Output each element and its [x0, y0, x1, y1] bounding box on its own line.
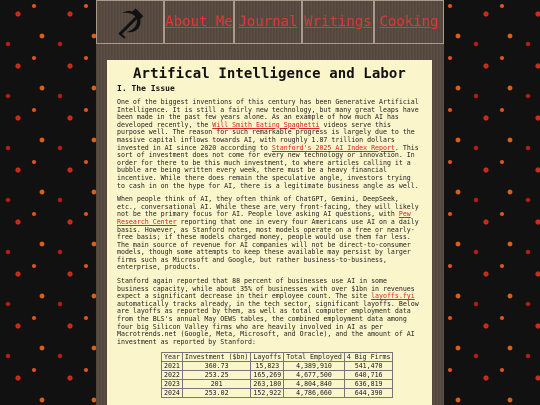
link-stanford-ai-index[interactable]: Stanford's 2025 AI Index Report [271, 143, 395, 152]
cell-total-employed: 4,677,500 [284, 371, 345, 380]
paragraph-2 [117, 196, 422, 272]
cell-investment: 253.25 [182, 371, 251, 380]
cell-total-employed: 4,786,660 [284, 389, 345, 398]
site-logo[interactable] [96, 0, 164, 44]
link-layoffs-fyi[interactable]: layoffs.fyi [371, 292, 415, 301]
cell-year: 2022 [162, 371, 183, 380]
cell-total-employed: 4,804,840 [284, 380, 345, 389]
cell-year: 2024 [162, 389, 183, 398]
header-investment: Investment ($bn) [182, 353, 251, 362]
cell-layoffs: 263,180 [251, 380, 284, 389]
nav-link-writings[interactable]: Writings [302, 0, 374, 44]
paragraph-2-text-a: When people think of AI, they often think of ChatGPT, Gemini, DeepSeek, etc., conversational AI. While these are very front-facing, they will likely not be the primary focus for AI. People love asking AI questions, with [117, 195, 419, 219]
paragraph-3-text-a: Stanford again reported that 88 percent of businesses use AI in some business capacity, while about 35% of businesses with over $1bn in revenues expect a significant decrease in their employee count. The site [117, 277, 415, 301]
table-row [162, 362, 393, 371]
cell-year: 2023 [162, 380, 183, 389]
cell-layoffs: 165,269 [251, 371, 284, 380]
article-page [107, 60, 432, 405]
link-will-smith-spaghetti[interactable]: Will Smith Eating Spaghetti [212, 120, 320, 129]
cell-investment: 201 [182, 380, 251, 389]
header-year: Year [162, 353, 183, 362]
cell-big-firms: 541,470 [344, 362, 393, 371]
cell-total-employed: 4,389,910 [284, 362, 345, 371]
header-layoffs: Layoffs [251, 353, 284, 362]
hammer-and-sickle-icon [113, 5, 147, 39]
cell-investment: 360.73 [182, 362, 251, 371]
paragraph-1 [117, 99, 422, 190]
paragraph-3-text-b: automatically tracks already, in the tech sector, significant layoffs. Below are layoffs as reported by them, as well as total computer employment data from the BLS's annual May OEWS tables, the combined employment data among four big Silicon Valley firms who are heavily involved in AI as per Macrotrends.net (Google, Meta, Microsoft, and Oracle), and the amount of AI investment as reported by Stanford: [117, 299, 419, 346]
header-total-employed: Total Employed [284, 353, 345, 362]
table-row [162, 371, 393, 380]
nav-link-journal[interactable]: Journal [234, 0, 302, 44]
table-header-row [162, 353, 393, 362]
paragraph-1-text-b: videos serve this purpose well. The reason for such remarkable progress is largely due to the massive capital inflows towards AI, with roughly 1.87 trillion dollars invested in AI since 2020 according to [117, 120, 415, 152]
cell-layoffs: 152,922 [251, 389, 284, 398]
cell-big-firms: 644,390 [344, 389, 393, 398]
paragraph-1-text-c: . This sort of investment does not come for every new technology or innovation. In order for there to be this much investment, to where articles calling it a bubble are being written every week, there must be a heavy financial incentive. While there does remain the speculative angle, investors trying to cash in on the hype for AI, there is a legitimate business angle as well. [117, 143, 419, 190]
nav-link-about-me[interactable]: About Me [164, 0, 234, 44]
cell-investment: 253.02 [182, 389, 251, 398]
data-table [161, 352, 393, 398]
cell-layoffs: 15,823 [251, 362, 284, 371]
header-big-firms: 4 Big Firms [344, 353, 393, 362]
article-title: Artifical Intelligence and Labor [133, 66, 406, 82]
nav-link-cooking[interactable]: Cooking [374, 0, 444, 44]
paragraph-1-text-a: One of the biggest inventions of this century has been Generative Artificial Intelligence. It is still a fairly new technology, but many great leaps have been made in the past few years alone. As an example of how much AI has developed recently, the [117, 98, 419, 129]
paragraph-2-text-b: reporting that one in every four Americans use AI on a daily basis. However, as Stanford notes, most models operate on a free or nearly-free basis; if these models charged money, people would use them far less. The main source of revenue for AI companies will not be direct-to-consumer models, though some attempts to keep these available may persist by larger firms such as Microsoft and Google, but rather business-to-business, enterprise, products. [117, 217, 419, 272]
table-row [162, 389, 393, 398]
cell-year: 2021 [162, 362, 183, 371]
paragraph-3 [117, 278, 422, 346]
table-row [162, 380, 393, 389]
cell-big-firms: 640,716 [344, 371, 393, 380]
section-heading: I. The Issue [117, 84, 175, 93]
cell-big-firms: 636,819 [344, 380, 393, 389]
link-pew-research[interactable]: Pew Research Center [117, 210, 411, 226]
top-navigation [96, 0, 444, 44]
